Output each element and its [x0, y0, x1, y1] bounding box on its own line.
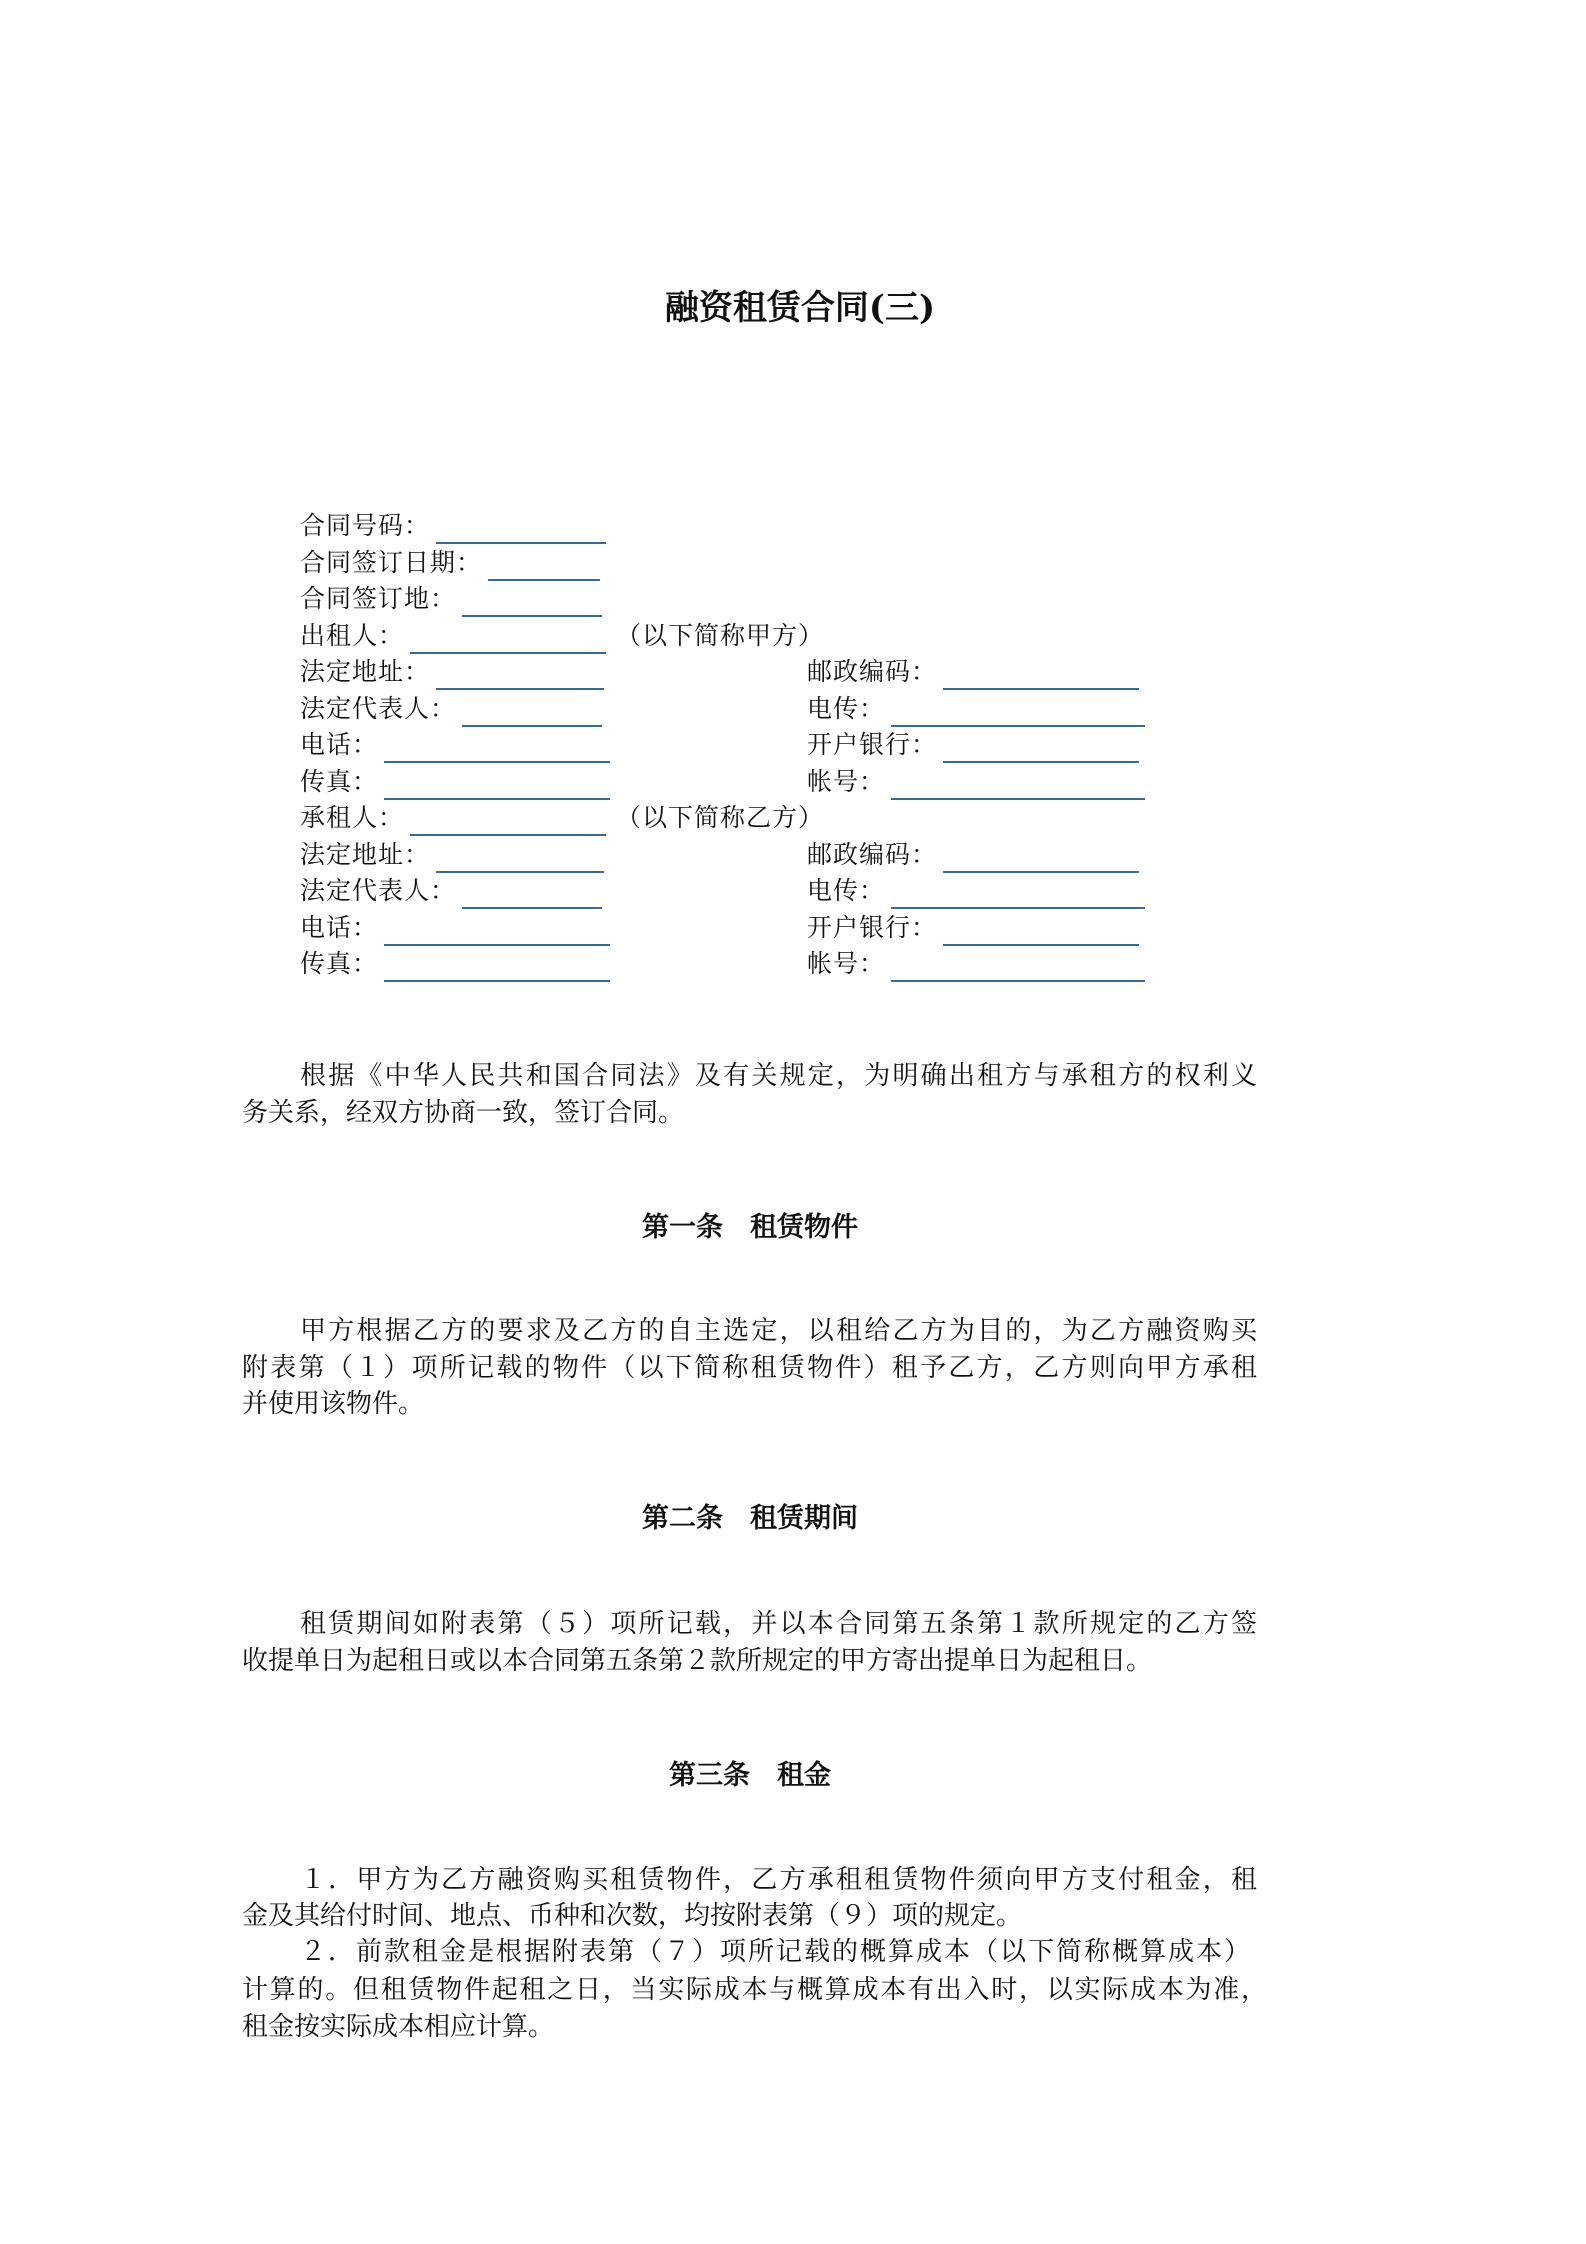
lessee-phone-row	[300, 910, 610, 946]
lessee-bank-row	[807, 910, 1139, 946]
lessor-rep-blank[interactable]	[462, 695, 602, 727]
article-3-heading: 第三条 租金	[669, 1760, 831, 1791]
contract-number-blank[interactable]	[436, 512, 606, 544]
lessee-fax-blank[interactable]	[384, 950, 610, 982]
article-2-heading: 第二条 租赁期间	[642, 1503, 858, 1534]
label: 开户银行：	[807, 913, 938, 942]
label: 合同签订日期：	[300, 548, 483, 577]
lessee-row	[300, 800, 824, 836]
lessee-phone-blank[interactable]	[384, 914, 610, 946]
lessee-rep-row	[300, 873, 602, 909]
article-3-line: 租金按实际成本相应计算。	[242, 2012, 555, 2042]
lessor-phone-row	[300, 727, 610, 763]
lessor-bank-row	[807, 727, 1139, 763]
label: 电传：	[807, 694, 886, 723]
article-2-line: 收提单日为起租日或以本合同第五条第２款所规定的甲方寄出提单日为起租日。	[242, 1646, 1153, 1676]
lessee-blank[interactable]	[410, 804, 606, 836]
lessor-fax-blank[interactable]	[384, 768, 610, 800]
lessor-telex-blank[interactable]	[891, 695, 1145, 727]
sign-date-row	[300, 545, 600, 581]
label: 传真：	[300, 949, 379, 978]
label: 合同签订地：	[300, 584, 457, 613]
lessor-address-blank[interactable]	[436, 658, 604, 690]
lessor-account-blank[interactable]	[891, 768, 1145, 800]
label: 法定代表人：	[300, 876, 457, 905]
contract-number-row	[300, 508, 606, 544]
label: 法定代表人：	[300, 694, 457, 723]
lessor-phone-blank[interactable]	[384, 731, 610, 763]
lessee-rep-blank[interactable]	[462, 877, 602, 909]
label: 邮政编码：	[807, 840, 938, 869]
lessee-note: （以下简称乙方）	[616, 803, 825, 832]
article-1-heading: 第一条 租赁物件	[642, 1212, 858, 1243]
label: 合同号码：	[300, 511, 431, 540]
lessor-rep-row	[300, 691, 602, 727]
preamble-line: 务关系，经双方协商一致，签订合同。	[242, 1098, 685, 1128]
label: 电话：	[300, 913, 379, 942]
article-3-line: 计算的。但租赁物件起租之日，当实际成本与概算成本有出入时，以实际成本为准，	[242, 1975, 1267, 2005]
article-3-line: 金及其给付时间、地点、币种和次数，均按附表第（９）项的规定。	[242, 1901, 1023, 1931]
label: 电话：	[300, 730, 379, 759]
lessor-fax-row	[300, 764, 610, 800]
article-3-line: ２．前款租金是根据附表第（７）项所记载的概算成本（以下简称概算成本）	[300, 1937, 1250, 1967]
lessor-postcode-blank[interactable]	[943, 658, 1139, 690]
label: 承租人：	[300, 803, 405, 832]
lessee-bank-blank[interactable]	[943, 914, 1139, 946]
lessee-telex-row	[807, 873, 1145, 909]
lessor-blank[interactable]	[410, 622, 606, 654]
article-1-line: 并使用该物件。	[242, 1389, 425, 1419]
lessee-postcode-blank[interactable]	[943, 841, 1139, 873]
lessee-fax-row	[300, 946, 610, 982]
label: 传真：	[300, 767, 379, 796]
lessor-row	[300, 618, 824, 654]
lessor-telex-row	[807, 691, 1145, 727]
article-2-line: 租赁期间如附表第（５）项所记载，并以本合同第五条第１款所规定的乙方签	[300, 1609, 1257, 1639]
lessor-bank-blank[interactable]	[943, 731, 1139, 763]
lessor-note: （以下简称甲方）	[616, 621, 825, 650]
document-title: 融资租赁合同(三)	[664, 288, 936, 328]
lessor-address-row	[300, 654, 604, 690]
label: 开户银行：	[807, 730, 938, 759]
label: 邮政编码：	[807, 657, 938, 686]
lessee-account-row	[807, 946, 1145, 982]
label: 电传：	[807, 876, 886, 905]
article-1-line: 附表第（１）项所记载的物件（以下简称租赁物件）租予乙方，乙方则向甲方承租	[242, 1353, 1257, 1383]
article-1-line: 甲方根据乙方的要求及乙方的自主选定，以租给乙方为目的，为乙方融资购买	[300, 1316, 1257, 1346]
sign-place-blank[interactable]	[462, 585, 602, 617]
sign-date-blank[interactable]	[488, 549, 600, 581]
label: 法定地址：	[300, 657, 431, 686]
lessee-account-blank[interactable]	[891, 950, 1145, 982]
label: 帐号：	[807, 949, 886, 978]
sign-place-row	[300, 581, 602, 617]
lessee-telex-blank[interactable]	[891, 877, 1145, 909]
lessor-account-row	[807, 764, 1145, 800]
article-3-line: １．甲方为乙方融资购买租赁物件，乙方承租租赁物件须向甲方支付租金，租	[300, 1865, 1257, 1895]
lessee-postcode-row	[807, 837, 1139, 873]
lessee-address-row	[300, 837, 604, 873]
label: 帐号：	[807, 767, 886, 796]
preamble-line: 根据《中华人民共和国合同法》及有关规定，为明确出租方与承租方的权利义	[300, 1061, 1257, 1091]
label: 法定地址：	[300, 840, 431, 869]
lessee-address-blank[interactable]	[436, 841, 604, 873]
lessor-postcode-row	[807, 654, 1139, 690]
label: 出租人：	[300, 621, 405, 650]
